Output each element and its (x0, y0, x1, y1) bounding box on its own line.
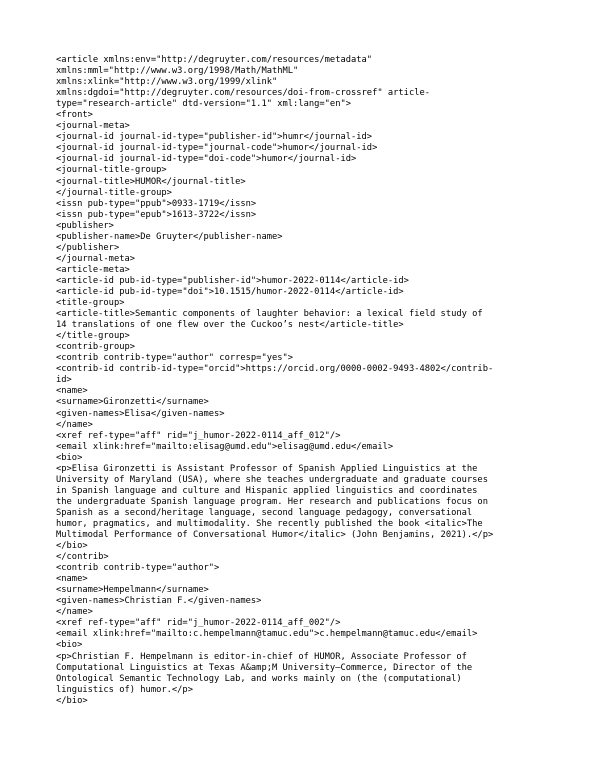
xml-line: <given-names>Christian F.</given-names> (56, 596, 262, 607)
xml-line: <name> (56, 574, 88, 585)
xml-line: </title-group> (56, 331, 130, 342)
xml-line: <journal-id journal-id-type="doi-code">humor</journal-id> (56, 154, 357, 165)
xml-line: <p>Christian F. Hempelmann is editor-in-chief of HUMOR, Associate Professor of (56, 651, 467, 662)
xml-line: <xref ref-type="aff" rid="j_humor-2022-0114_aff_002"/> (56, 618, 341, 629)
xml-line: University of Maryland (USA), where she teaches undergraduate and graduate courses (56, 474, 488, 485)
xml-line: Spanish as a second/heritage language, second language pedagogy, conversational (56, 507, 473, 518)
xml-line: <article xmlns:env="http://degruyter.com/resources/metadata" (56, 55, 373, 65)
xml-line: <surname>Hempelmann</surname> (56, 585, 209, 596)
xml-line: <front> (56, 110, 93, 121)
xml-line: Multimodal Performance of Conversational Humor</italic> (John Benjamins, 2021).</p> (56, 530, 494, 541)
xml-line: id> (56, 375, 72, 386)
xml-line: </name> (56, 607, 93, 618)
xml-line: <article-id pub-id-type="publisher-id">humor-2022-0114</article-id> (56, 275, 409, 286)
xml-line: <journal-meta> (56, 121, 130, 132)
xml-line: <p>Elisa Gironzetti is Assistant Professor of Spanish Applied Linguistics at the (56, 463, 478, 474)
xml-line: </bio> (56, 695, 88, 706)
xml-line: xmlns:mml="http://www.w3.org/1998/Math/MathML" (56, 66, 299, 77)
xml-line: the undergraduate Spanish language program. Her research and publications focus on (56, 496, 488, 507)
xml-source-listing (56, 55, 556, 707)
xml-line: <issn pub-type="epub">1613-3722</issn> (56, 209, 257, 220)
xml-line: <email xlink:href="mailto:c.hempelmann@tamuc.edu">c.hempelmann@tamuc.edu</email> (56, 629, 478, 640)
xml-line: <journal-title-group> (56, 165, 167, 176)
xml-line: <title-group> (56, 298, 125, 309)
xml-line: <contrib-id contrib-id-type="orcid">https://orcid.org/0000-0002-9493-4802</contrib- (56, 364, 494, 375)
xml-line: xmlns:dgdoi="http://degruyter.com/resources/doi-from-crossref" article- (56, 88, 431, 99)
xml-line: <article-title>Semantic components of laughter behavior: a lexical field study of (56, 309, 483, 320)
xml-line: 14 translations of one flew over the Cuckoo’s nest</article-title> (56, 320, 404, 331)
xml-line: <publisher-name>De Gruyter</publisher-name> (56, 231, 283, 242)
xml-line: <publisher> (56, 220, 114, 231)
xml-line: <contrib-group> (56, 342, 136, 353)
xml-line: </publisher> (56, 242, 120, 253)
xml-line: </bio> (56, 541, 88, 552)
xml-line: <contrib contrib-type="author" corresp="yes"> (56, 353, 294, 364)
xml-line: <email xlink:href="mailto:elisag@umd.edu">elisag@umd.edu</email> (56, 441, 394, 452)
xml-line: </name> (56, 419, 93, 430)
xml-line: <xref ref-type="aff" rid="j_humor-2022-0114_aff_012"/> (56, 430, 341, 441)
xml-line: <journal-id journal-id-type="journal-code">humor</journal-id> (56, 143, 378, 154)
xml-line: <article-meta> (56, 264, 130, 275)
xml-line: <bio> (56, 640, 83, 651)
xml-line: <journal-title>HUMOR</journal-title> (56, 176, 246, 187)
xml-line: <issn pub-type="ppub">0933-1719</issn> (56, 198, 257, 209)
xml-line: humor, pragmatics, and multimodality. She recently published the book <italic>The (56, 518, 483, 529)
xml-line: xmlns:xlink="http://www.w3.org/1999/xlink" (56, 77, 278, 88)
xml-line: <given-names>Elisa</given-names> (56, 408, 225, 419)
xml-line: <contrib contrib-type="author"> (56, 563, 220, 574)
xml-line: <article-id pub-id-type="doi">10.1515/humor-2022-0114</article-id> (56, 286, 404, 297)
xml-line: <journal-id journal-id-type="publisher-id">humr</journal-id> (56, 132, 373, 143)
xml-line: Ontological Semantic Technology Lab, and works mainly on (the (computational) (56, 673, 462, 684)
xml-line: linguistics of) humor.</p> (56, 684, 193, 695)
xml-line: <name> (56, 386, 88, 397)
xml-line: </contrib> (56, 552, 109, 563)
xml-line: <surname>Gironzetti</surname> (56, 397, 209, 408)
xml-line: Computational Linguistics at Texas A&amp;M University–Commerce, Director of the (56, 662, 473, 673)
xml-line: </journal-meta> (56, 253, 136, 264)
xml-line: </journal-title-group> (56, 187, 172, 198)
xml-line: in Spanish language and culture and Hispanic applied linguistics and coordinates (56, 485, 478, 496)
xml-line: <bio> (56, 452, 83, 463)
xml-line: type="research-article" dtd-version="1.1" xml:lang="en"> (56, 99, 352, 110)
